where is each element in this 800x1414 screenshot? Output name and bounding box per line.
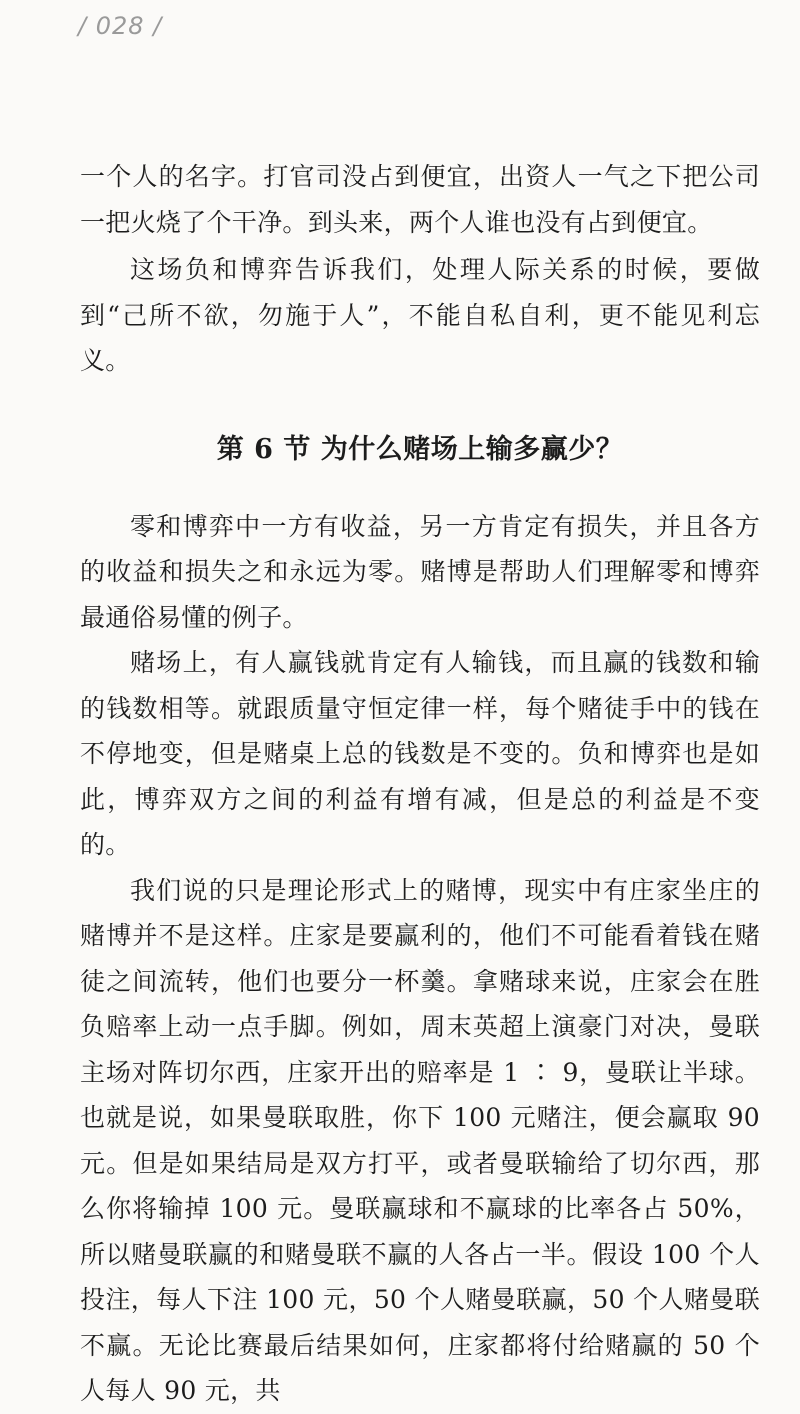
paragraph-bookmaker: 我们说的只是理论形式上的赌博，现实中有庄家坐庄的赌博并不是这样。庄家是要赢利的，他们不可能看着钱在赌徒之间流转，他们也要分一杯羹。拿赌球来说，庄家会在胜负赔率上动一点手脚。例如，周末英超上演豪门对决，曼联主场对阵切尔西，庄家开出的赔率是 1 ∶ 9，曼联让半球。也就是说，如果曼联取胜，你下 100 元赌注，便会赢取 90 元。但是如果结局是双方打平，或者曼联输给了切尔西，那么你将输掉 100 元。曼联赢球和不赢球的比率各占 50%，所以赌曼联赢的和赌曼联不赢的人各占一半。假设 100 个人投注，每人下注 100 元，50 个人赌曼联赢，50 个人赌曼联不赢。无论比赛最后结果如何，庄家都将付给赌赢的 50 个人每人 90 元，共 <box>80 875 760 1405</box>
paragraph-conclusion: 这场负和博弈告诉我们，处理人际关系的时候，要做到“己所不欲，勿施于人”，不能自私自利，更不能见利忘义。 <box>80 255 760 375</box>
page-number: / 028 / <box>78 12 163 40</box>
paragraph-casino: 赌场上，有人赢钱就肯定有人输钱，而且赢的钱数和输的钱数相等。就跟质量守恒定律一样，每个赌徒手中的钱在不停地变，但是赌桌上总的钱数是不变的。负和博弈也是如此，博弈双方之间的利益有增有减，但是总的利益是不变的。 <box>80 648 760 859</box>
section-title: 第 6 节 为什么赌场上输多赢少？ <box>216 433 624 465</box>
paragraph-continuation: 一个人的名字。打官司没占到便宜，出资人一气之下把公司一把火烧了个干净。到头来，两个人谁也没有占到便宜。 <box>80 162 760 237</box>
page-body <box>80 154 760 1414</box>
paragraph-zero-sum: 零和博弈中一方有收益，另一方肯定有损失，并且各方的收益和损失之和永远为零。赌博是帮助人们理解零和博弈最通俗易懂的例子。 <box>80 511 760 632</box>
